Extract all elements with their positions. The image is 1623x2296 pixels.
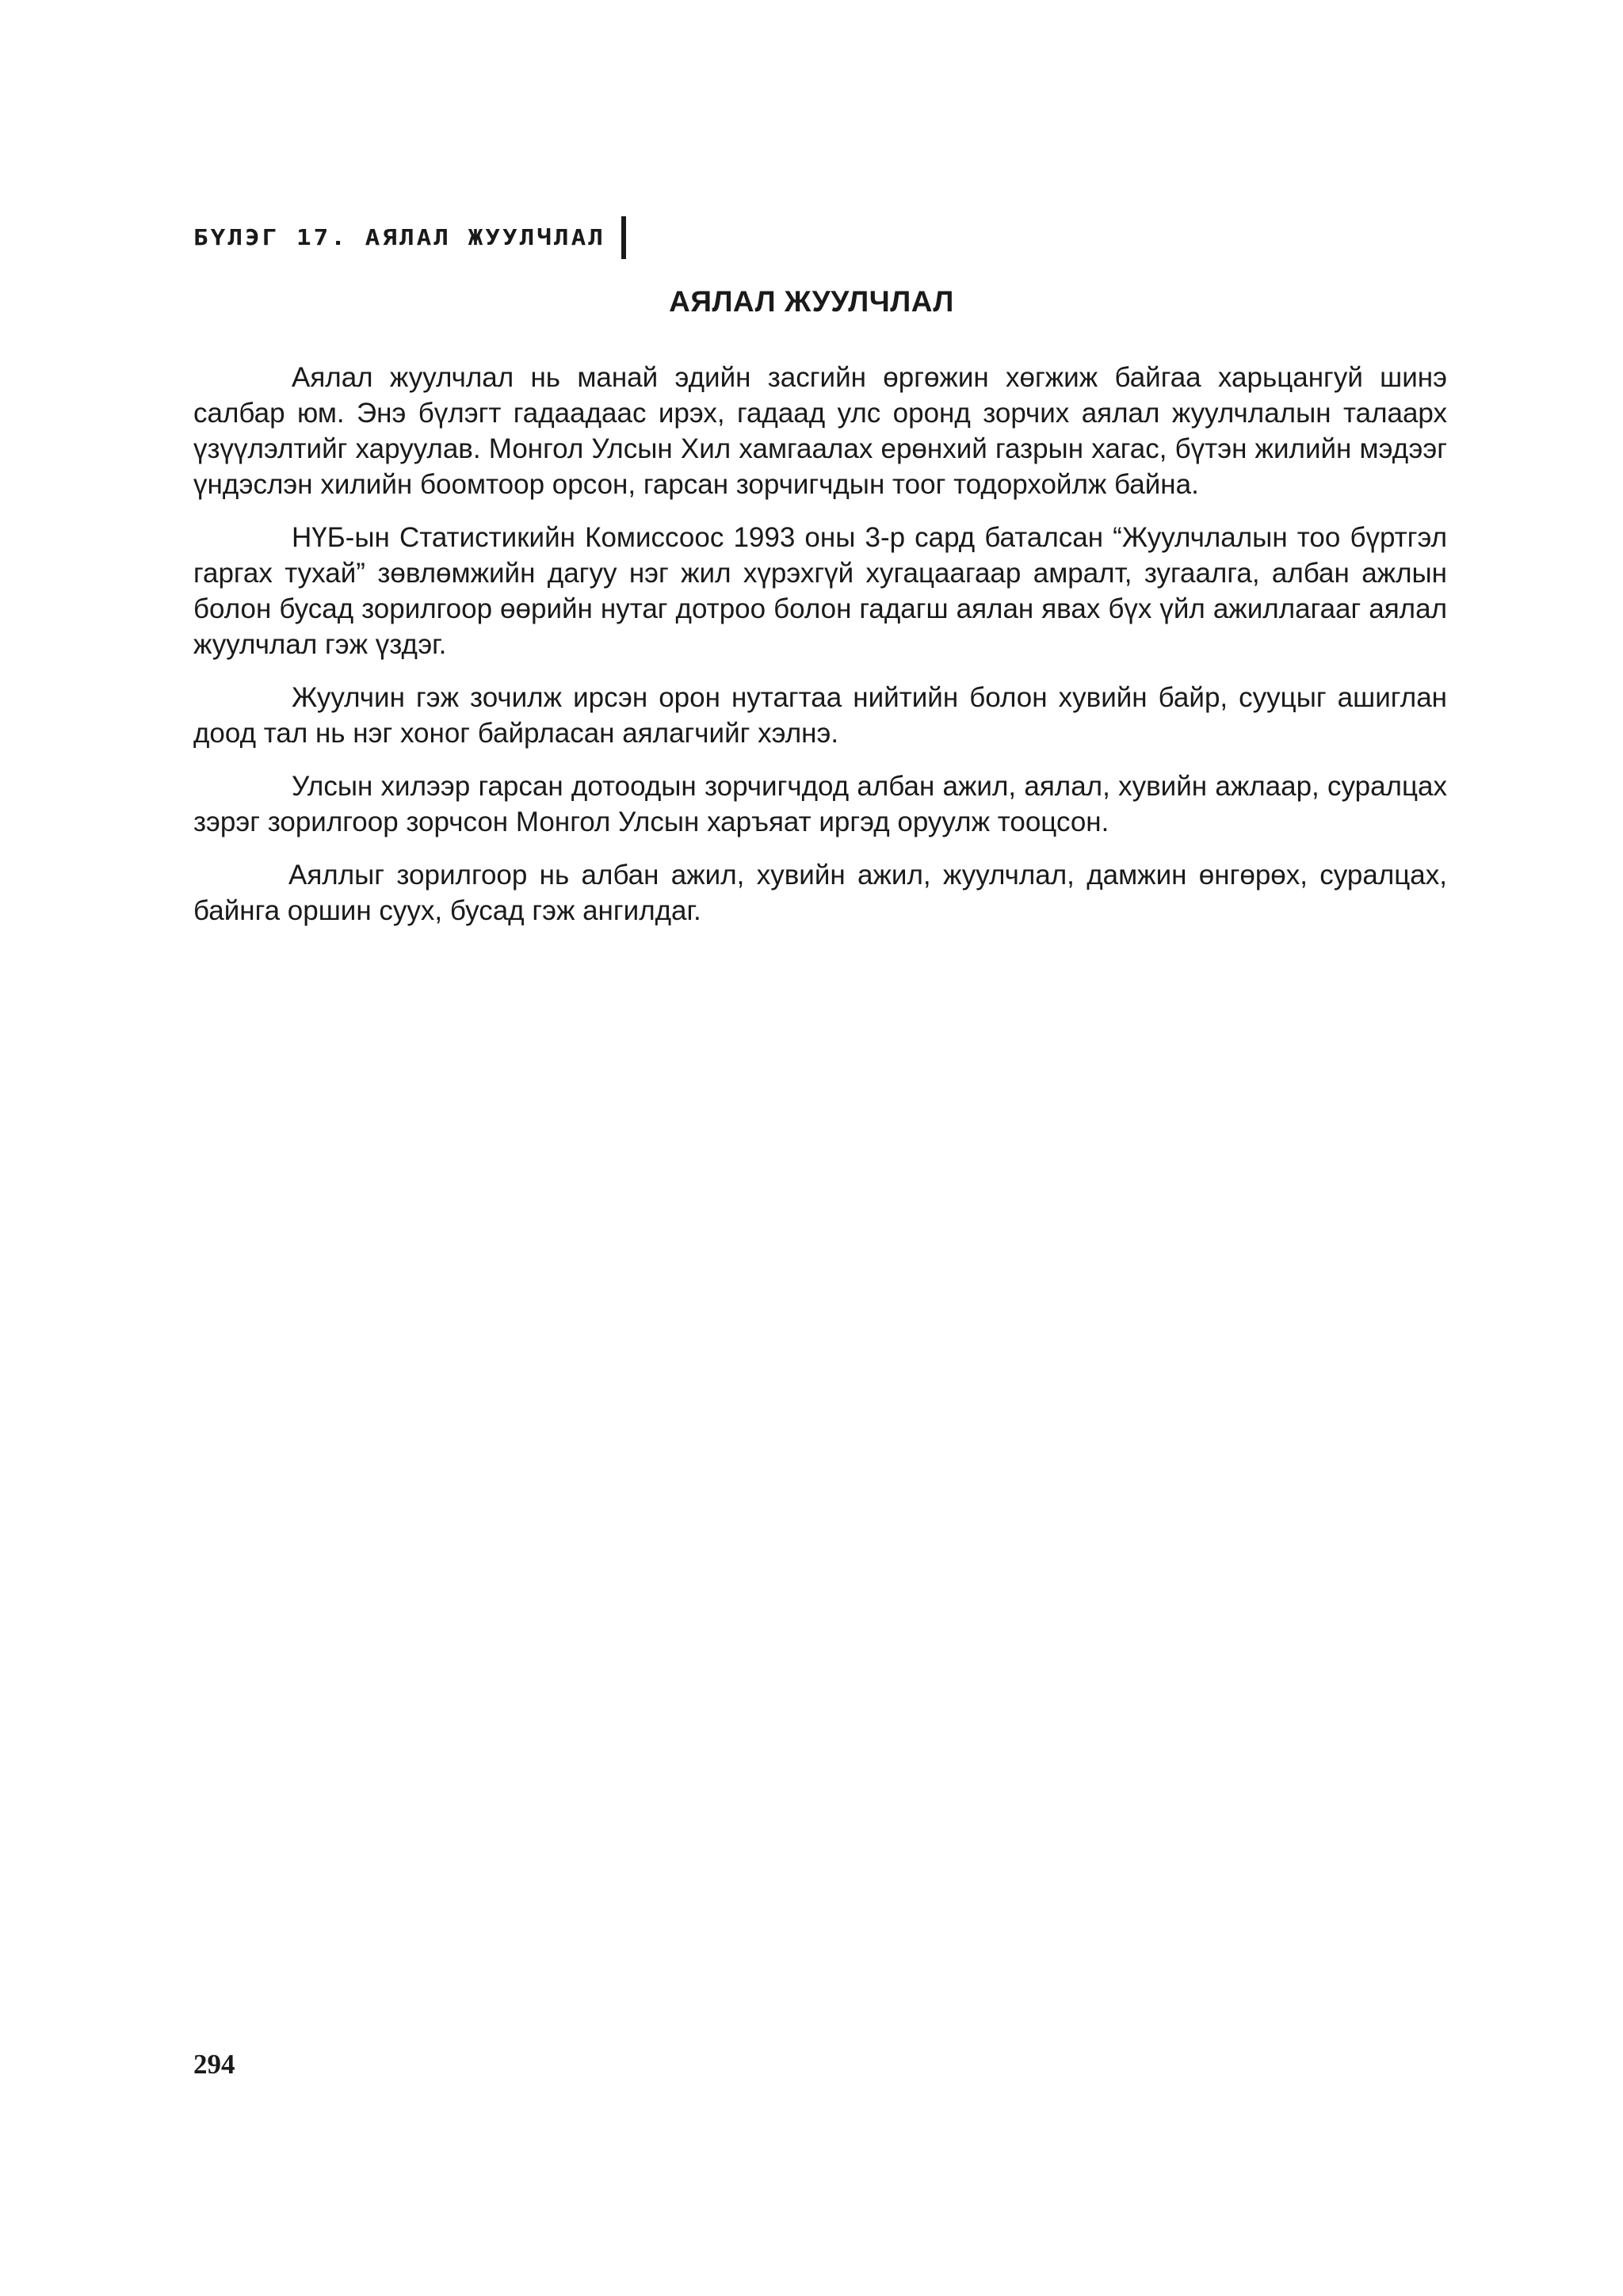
page-number: 294 bbox=[193, 2049, 235, 2080]
chapter-running-header bbox=[193, 215, 626, 260]
paragraph: Улсын хилээр гарсан дотоодын зорчигчдод албан ажил, аялал, хувийн ажлаар, суралцах зэрэг зорилгоор зорчсон Монгол Улсын харъяат иргэд оруулж тооцсон. bbox=[193, 771, 1447, 837]
body-text bbox=[193, 360, 1447, 946]
paragraph: НҮБ-ын Статистикийн Комиссоос 1993 оны 3-р сард баталсан “Жуулчлалын тоо бүртгэл гаргах тухай” зөвлөмжийн дагуу нэг жил хүрэхгүй хугацаагаар амралт, зугаалга, албан ажлын болон бусад зорилгоор өөрийн нутаг дотроо болон гадагш аялан явах бүх үйл ажиллагааг аялал жуулчлал гэж үздэг. bbox=[193, 522, 1447, 660]
paragraph: Жуулчин гэж зочилж ирсэн орон нутагтаа нийтийн болон хувийн байр, сууцыг ашиглан доод тал нь нэг хоног байрласан аялагчийг хэлнэ. bbox=[193, 682, 1447, 749]
header-vertical-rule bbox=[621, 216, 626, 259]
paragraph: Аялал жуулчлал нь манай эдийн засгийн өргөжин хөгжиж байгаа харьцангуй шинэ салбар юм. Энэ бүлэгт гадаадаас ирэх, гадаад улс оронд зорчих аялал жуулчлалын талаарх үзүүлэлтийг харуулав. Монгол Улсын Хил хамгаалах ерөнхий газрын хагас, бүтэн жилийн мэдээг үндэслэн хилийн боомтоор орсон, гарсан зорчигчдын тоог тодорхойлж байна. bbox=[193, 362, 1447, 500]
chapter-label: БҮЛЭГ 17. АЯЛАЛ ЖУУЛЧЛАЛ bbox=[193, 224, 605, 251]
section-title: АЯЛАЛ ЖУУЛЧЛАЛ bbox=[669, 285, 954, 318]
paragraph: Аяллыг зорилгоор нь албан ажил, хувийн ажил, жуулчлал, дамжин өнгөрөх, суралцах, байнга оршин суух, бусад гэж ангилдаг. bbox=[193, 860, 1447, 926]
